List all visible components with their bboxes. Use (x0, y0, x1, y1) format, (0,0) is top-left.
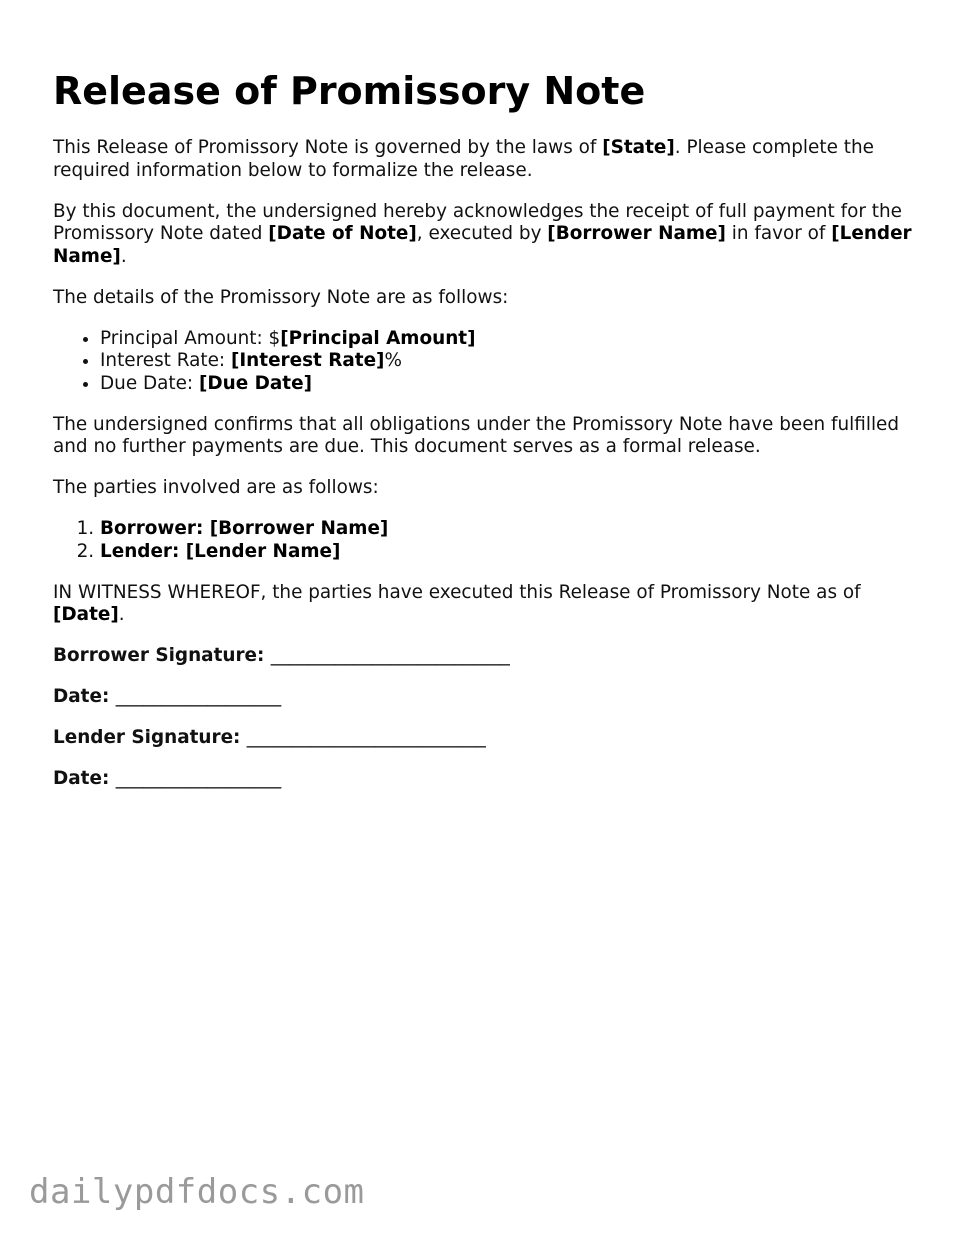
interest-label: Interest Rate: (100, 350, 231, 371)
party-borrower-text: Borrower: [Borrower Name] (100, 518, 389, 539)
acknowledgement-paragraph (53, 201, 913, 269)
borrower-name-placeholder: [Borrower Name] (547, 223, 726, 244)
borrower-date-field[interactable]: __________________ (115, 686, 282, 707)
list-item-principal (100, 328, 913, 351)
borrower-date-label: Date: (53, 686, 110, 707)
borrower-date-line (53, 686, 913, 709)
witness-text-1: IN WITNESS WHEREOF, the parties have executed this Release of Promissory Note as of (53, 581, 861, 603)
party-lender-text: Lender: [Lender Name] (100, 540, 341, 562)
parties-list (53, 518, 913, 563)
witness-text-2: . (118, 604, 125, 625)
lender-date-field[interactable]: __________________ (115, 768, 282, 789)
lender-signature-label: Lender Signature: (53, 727, 241, 748)
lender-signature-line (53, 727, 913, 750)
lender-date-label: Date: (53, 768, 110, 789)
details-heading: The details of the Promissory Note are as follows: (53, 286, 509, 308)
date-of-note-placeholder: [Date of Note] (268, 223, 417, 244)
ack-text-2: , executed by (416, 223, 548, 244)
principal-label: Principal Amount: $ (100, 327, 281, 349)
list-item-due-date (100, 373, 913, 396)
borrower-signature-label: Borrower Signature: (53, 645, 265, 666)
interest-suffix: % (384, 350, 402, 371)
details-list (53, 328, 913, 396)
lender-name-placeholder: [Lender Name] (53, 223, 912, 267)
interest-value: [Interest Rate] (230, 350, 385, 371)
witness-paragraph (53, 582, 913, 627)
intro-paragraph (53, 137, 913, 182)
ack-text-3: in favor of (725, 223, 832, 244)
intro-text-1: This Release of Promissory Note is governed by the laws of (53, 137, 603, 158)
party-borrower (100, 518, 913, 541)
list-item-interest (100, 350, 913, 373)
document-body (53, 137, 913, 809)
borrower-signature-field[interactable]: __________________________ (270, 645, 510, 666)
intro-text-2: . Please complete the required information below to formalize the release. (53, 137, 874, 181)
party-lender (100, 541, 913, 564)
state-placeholder: [State] (602, 137, 675, 158)
confirmation-paragraph: The undersigned confirms that all obligations under the Promissory Note have been fulfilled and no further payments are due. This document serves as a formal release. (53, 413, 900, 457)
ack-text-1: By this document, the undersigned hereby acknowledges the receipt of full payment for the Promissory Note dated (53, 200, 902, 244)
borrower-signature-line (53, 645, 913, 668)
ack-text-4: . (120, 245, 127, 267)
watermark: dailypdfdocs.com (29, 1172, 365, 1212)
principal-value: [Principal Amount] (280, 327, 476, 349)
document-title: Release of Promissory Note (53, 69, 646, 113)
parties-heading: The parties involved are as follows: (53, 477, 379, 498)
lender-date-line (53, 768, 913, 791)
due-label: Due Date: (100, 372, 199, 394)
due-value: [Due Date] (198, 372, 312, 394)
witness-date-placeholder: [Date] (53, 604, 119, 625)
lender-signature-field[interactable]: __________________________ (246, 727, 486, 748)
